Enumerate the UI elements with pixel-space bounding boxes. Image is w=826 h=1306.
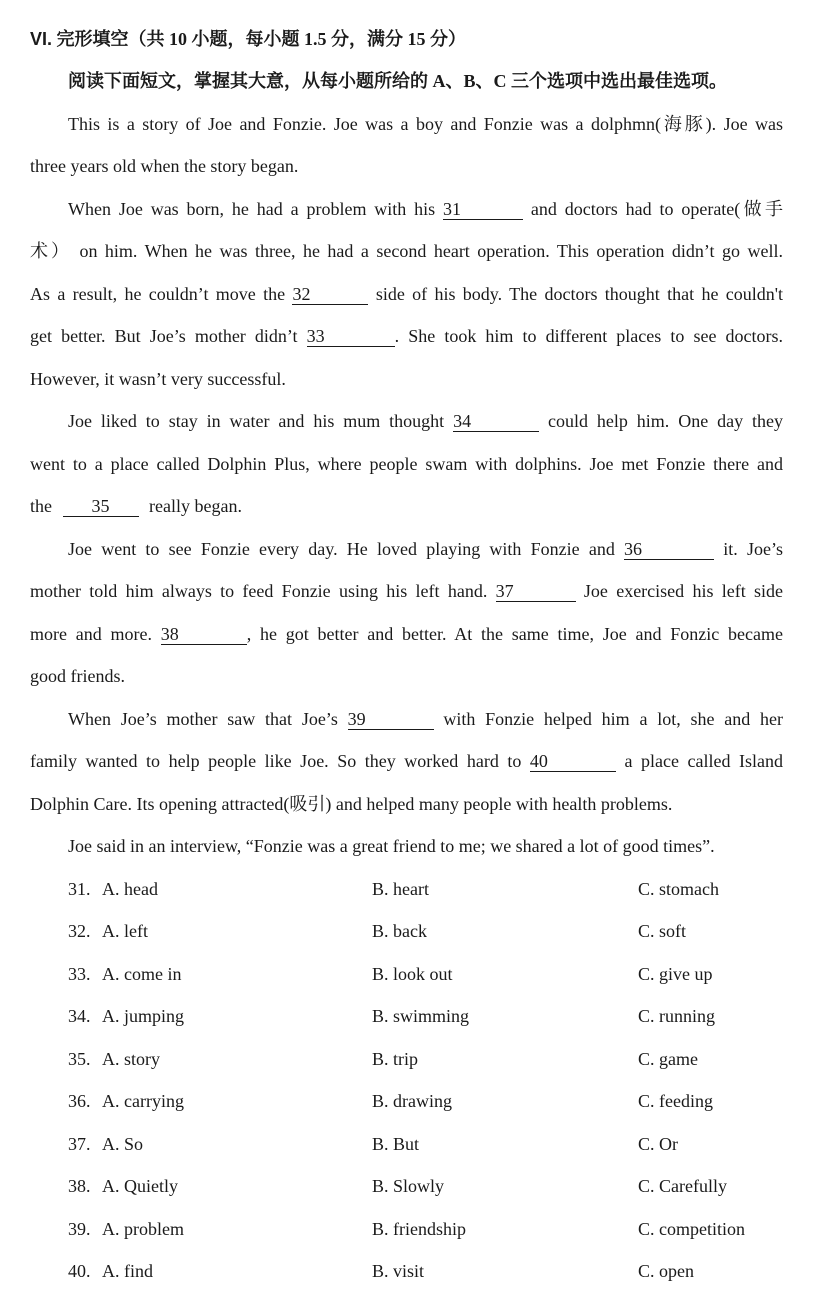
passage-text: When Joe was born, he had a problem with his (68, 199, 436, 219)
passage-line (30, 493, 783, 519)
question-number: 38. (68, 1176, 91, 1196)
passage-text: mother told him always to feed Fonzie using his left hand. (30, 581, 488, 601)
passage-line (30, 281, 783, 307)
passage-text: it. Joe’s (723, 539, 783, 559)
blank-31: 31 (443, 199, 523, 220)
passage-line (68, 196, 783, 222)
passage-text: with Fonzie helped him a lot, she and her (443, 709, 784, 729)
passage-line: Joe said in an interview, “Fonzie was a great friend to me; we shared a lot of good times”. (68, 836, 715, 856)
passage-text: , he got better and better. At the same time, Joe and Fonzic became (246, 624, 783, 644)
passage-text: Joe went to see Fonzie every day. He loved playing with Fonzie and (68, 539, 615, 559)
passage-text: family wanted to help people like Joe. So they worked hard to (30, 751, 522, 771)
blank-33: 33 (307, 326, 395, 347)
question-number: 32. (68, 921, 91, 941)
passage-line: This is a story of Joe and Fonzie. Joe was a boy and Fonzie was a dolphmn(海豚). Joe was (68, 114, 783, 134)
section-heading (30, 26, 783, 52)
blank-37: 37 (496, 581, 576, 602)
question-row (0, 1046, 826, 1072)
question-row (0, 876, 826, 902)
option-b: B. friendship (372, 1219, 466, 1239)
passage-line (68, 408, 783, 434)
option-b: B. heart (372, 879, 429, 899)
question-row (0, 1216, 826, 1242)
option-c: C. feeding (638, 1091, 713, 1111)
question-number: 35. (68, 1049, 91, 1069)
option-c: C. give up (638, 964, 713, 984)
passage-line (30, 323, 783, 349)
question-row (0, 1131, 826, 1157)
passage-line: Dolphin Care. Its opening attracted(吸引) and helped many people with health problems. (30, 794, 673, 814)
option-a: A. head (102, 879, 158, 899)
passage-text: As a result, he couldn’t move the (30, 284, 286, 304)
option-a: A. left (102, 921, 148, 941)
passage-text: could help him. One day they (548, 411, 784, 431)
option-a: A. So (102, 1134, 144, 1154)
option-a: A. Quietly (102, 1176, 178, 1196)
option-b: B. But (372, 1134, 420, 1154)
passage-text: and doctors had to operate(做手 (530, 199, 784, 219)
option-b: B. drawing (372, 1091, 452, 1111)
blank-32: 32 (292, 284, 368, 305)
passage-text: side of his body. The doctors thought that he couldn't (375, 284, 784, 304)
passage-text: get better. But Joe’s mother didn’t (30, 326, 298, 346)
question-number: 36. (68, 1091, 91, 1111)
option-a: A. come in (102, 964, 182, 984)
passage-text: the (30, 496, 52, 516)
section-number: VI. (30, 29, 53, 49)
passage-line (68, 706, 783, 732)
passage-text: really began. (149, 496, 242, 516)
question-number: 37. (68, 1134, 91, 1154)
blank-39: 39 (348, 709, 434, 730)
question-number: 39. (68, 1219, 91, 1239)
option-b: B. swimming (372, 1006, 470, 1026)
question-number: 40. (68, 1261, 91, 1281)
passage-line: However, it wasn’t very successful. (30, 369, 286, 389)
blank-34: 34 (453, 411, 539, 432)
option-a: A. jumping (102, 1006, 185, 1026)
passage-line: went to a place called Dolphin Plus, where people swam with dolphins. Joe met Fonzie there and (30, 454, 783, 474)
passage-line (68, 536, 783, 562)
option-c: C. stomach (638, 879, 719, 899)
section-title: 完形填空（共 10 小题，每小题 1.5 分，满分 15 分） (56, 29, 467, 49)
question-number: 31. (68, 879, 91, 899)
passage-line: good friends. (30, 666, 125, 686)
question-row (0, 1258, 826, 1284)
passage-line (30, 578, 783, 604)
question-number: 34. (68, 1006, 91, 1026)
passage-text: When Joe’s mother saw that Joe’s (68, 709, 338, 729)
passage-line (30, 621, 783, 647)
option-b: B. Slowly (372, 1176, 445, 1196)
option-a: A. problem (102, 1219, 184, 1239)
blank-40: 40 (530, 751, 616, 772)
option-c: C. open (638, 1261, 694, 1281)
option-a: A. find (102, 1261, 153, 1281)
passage-text: more and more. (30, 624, 152, 644)
option-b: B. back (372, 921, 427, 941)
passage-line (30, 748, 783, 774)
passage-text: a place called Island (624, 751, 784, 771)
question-row (0, 961, 826, 987)
section-instruction: 阅读下面短文，掌握其大意，从每小题所给的 A、B、C 三个选项中选出最佳选项。 (68, 71, 728, 91)
option-c: C. soft (638, 921, 687, 941)
passage-line: 术） on him. When he was three, he had a second heart operation. This operation didn’t go well. (30, 241, 783, 261)
question-row (0, 1173, 826, 1199)
passage-text: Joe exercised his left side (583, 581, 784, 601)
option-c: C. competition (638, 1219, 745, 1239)
question-row (0, 1088, 826, 1114)
question-row (0, 918, 826, 944)
question-row (0, 1003, 826, 1029)
option-c: C. running (638, 1006, 716, 1026)
passage-text: Joe liked to stay in water and his mum thought (68, 411, 445, 431)
option-a: A. carrying (102, 1091, 184, 1111)
blank-38: 38 (161, 624, 247, 645)
option-c: C. game (638, 1049, 698, 1069)
blank-35: 35 (63, 496, 139, 517)
option-b: B. look out (372, 964, 453, 984)
question-number: 33. (68, 964, 91, 984)
passage-text: . She took him to different places to see doctors. (394, 326, 784, 346)
option-b: B. visit (372, 1261, 425, 1281)
blank-36: 36 (624, 539, 714, 560)
option-b: B. trip (372, 1049, 419, 1069)
option-a: A. story (102, 1049, 160, 1069)
option-c: C. Or (638, 1134, 678, 1154)
passage-line: three years old when the story began. (30, 156, 299, 176)
option-c: C. Carefully (638, 1176, 727, 1196)
